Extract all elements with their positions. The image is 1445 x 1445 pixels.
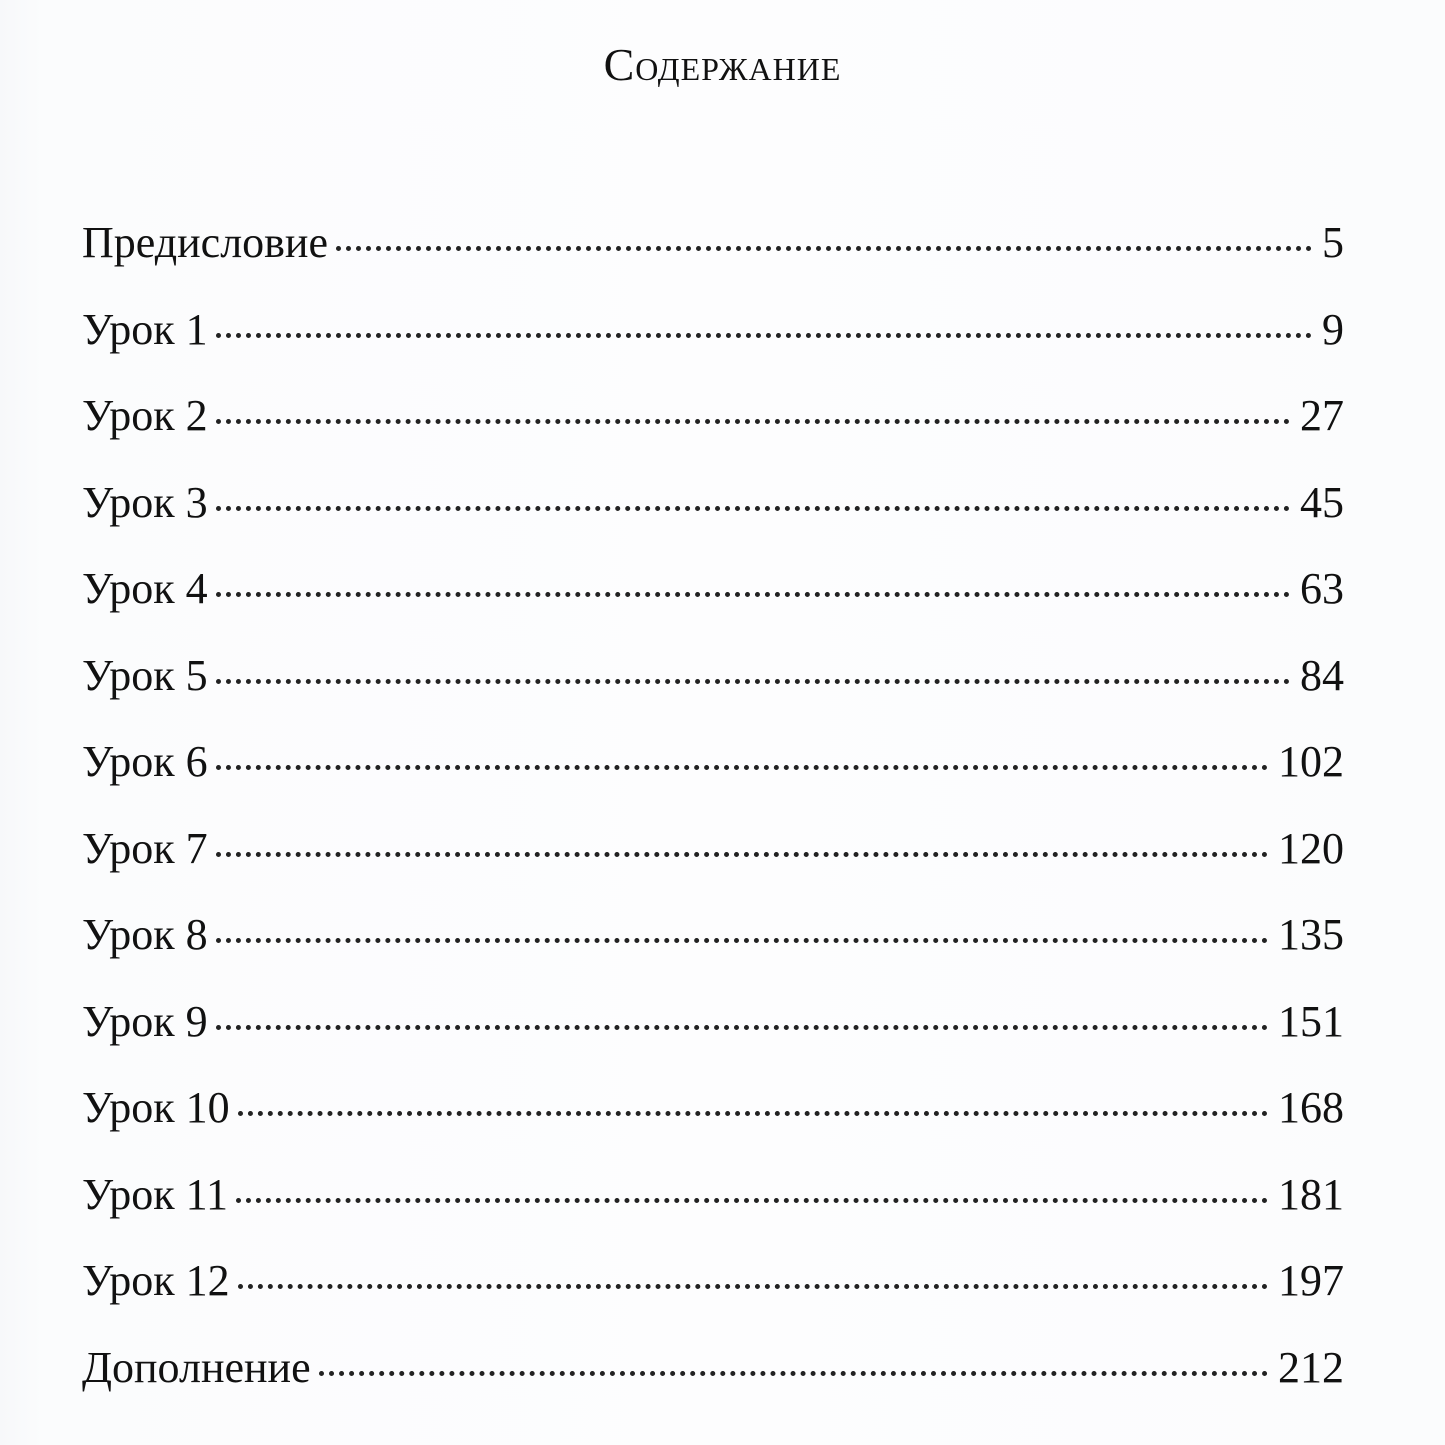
toc-entry-label: Урок 10: [82, 1083, 230, 1132]
toc-entry-label: Урок 1: [82, 304, 208, 354]
toc-entry-label: Урок 4: [82, 564, 208, 613]
toc-entry-page: 45: [1300, 477, 1344, 527]
page-title: Содержание: [603, 39, 842, 90]
toc-entry-label: Урок 6: [82, 737, 208, 786]
toc-entry: [82, 373, 1344, 460]
toc-entry: [82, 719, 1344, 806]
toc-entry-label: Урок 9: [82, 996, 208, 1046]
toc-entry: [82, 460, 1344, 547]
dot-leader: [216, 333, 1312, 338]
dot-leader: [216, 938, 1268, 943]
toc-entry-label: Урок 7: [82, 823, 208, 873]
toc-entry: [82, 1325, 1344, 1412]
toc-entry-label: Урок 3: [82, 477, 208, 527]
toc-entry: [82, 633, 1344, 720]
toc-entry-page: 197: [1278, 1256, 1344, 1305]
dot-leader: [216, 1025, 1268, 1030]
dot-leader: [216, 765, 1268, 770]
toc-entry: [82, 806, 1344, 893]
toc-entry-page: 5: [1322, 218, 1344, 267]
toc-entry-page: 135: [1278, 910, 1344, 959]
dot-leader: [238, 1111, 1268, 1116]
toc-entry-page: 120: [1278, 823, 1344, 873]
toc-entry-label: Урок 12: [82, 1256, 230, 1305]
table-of-contents: [82, 200, 1344, 1411]
toc-entry-label: Урок 5: [82, 650, 208, 700]
dot-leader: [216, 679, 1290, 684]
toc-entry-page: 168: [1278, 1083, 1344, 1132]
toc-entry: [82, 892, 1344, 979]
toc-entry-page: 63: [1300, 564, 1344, 613]
dot-leader: [238, 1284, 1268, 1289]
toc-entry-page: 151: [1278, 996, 1344, 1046]
dot-leader: [216, 852, 1268, 857]
dot-leader: [336, 246, 1312, 251]
dot-leader: [236, 1198, 1268, 1203]
toc-entry: [82, 979, 1344, 1066]
dot-leader: [216, 506, 1290, 511]
toc-entry: [82, 1152, 1344, 1239]
toc-entry: [82, 1065, 1344, 1152]
toc-entry-page: 84: [1300, 650, 1344, 700]
toc-entry-label: Урок 2: [82, 391, 208, 440]
toc-entry-page: 181: [1278, 1169, 1344, 1219]
dot-leader: [216, 592, 1290, 597]
toc-entry-page: 27: [1300, 391, 1344, 440]
dot-leader: [216, 419, 1290, 424]
dot-leader: [319, 1371, 1268, 1376]
toc-entry-page: 9: [1322, 304, 1344, 354]
toc-entry: [82, 200, 1344, 287]
toc-entry-label: Урок 11: [82, 1169, 229, 1219]
toc-entry-label: Урок 8: [82, 910, 208, 959]
toc-entry: [82, 1238, 1344, 1325]
toc-entry: [82, 546, 1344, 633]
toc-entry-page: 212: [1278, 1342, 1344, 1392]
toc-entry-label: Дополнение: [82, 1342, 311, 1392]
toc-entry-label: Предисловие: [82, 218, 328, 267]
toc-entry-page: 102: [1278, 737, 1344, 786]
toc-entry: [82, 287, 1344, 374]
